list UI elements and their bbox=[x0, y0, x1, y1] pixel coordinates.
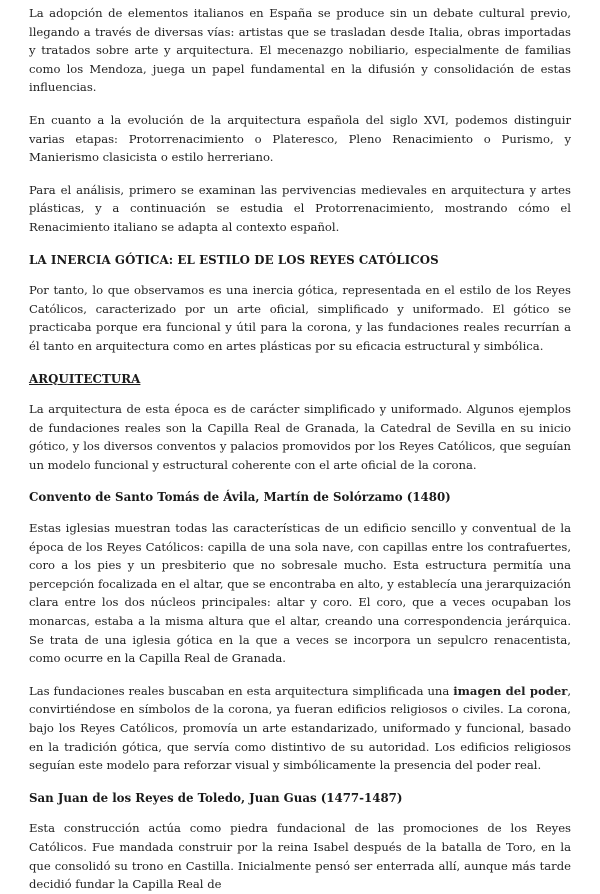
section-heading-inercia-gotica: LA INERCIA GÓTICA: EL ESTILO DE LOS REYES CATÓLICOS bbox=[29, 252, 439, 267]
intro-paragraph-3: Para el análisis, primero se examinan las pervivencias medievales en arquitectura y artes plásticas, y a continuación se estudia el Protorrenacimiento, mostrando cómo el Renacimiento italiano se adapta al contexto español. bbox=[29, 182, 571, 234]
convento-paragraph-2-start: Las fundaciones reales buscaban en esta arquitectura simplificada una bbox=[29, 683, 454, 698]
san-juan-paragraph: Esta construcción actúa como piedra fundacional de las promociones de los Reyes Católicos. Fue mandada construir por la reina Isabel después de la batalla de Toro, en la que consolidó su trono en Castilla. Inicialmente pensó ser enterrada allí, aunque más tarde decidió fundar la Capilla Real de bbox=[29, 821, 571, 892]
intro-paragraph-1: La adopción de elementos italianos en España se produce sin un debate cultural previo, llegando a través de diversas vías: artistas que se trasladan desde Italia, obras importadas y tratados sobre arte y arquitectura. El mecenazgo nobiliario, especialmente de familias como los Mendoza, juega un papel fundamental en la difusión y consolidación de estas influencias. bbox=[29, 6, 571, 95]
section-heading-arquitectura: ARQUITECTURA bbox=[29, 371, 141, 386]
subheading-convento-santo-tomas: Convento de Santo Tomás de Ávila, Martín de Solórzamo (1480) bbox=[29, 490, 451, 505]
imagen-del-poder-emphasis: imagen del poder bbox=[453, 683, 568, 698]
convento-paragraph-1: Estas iglesias muestran todas las características de un edificio sencillo y conventual de la época de los Reyes Católicos: capilla de una sola nave, con capillas entre los contrafuertes, coro a los pies y un presbiterio que no sobresale mucho. Esta estructura permitía una percepción focalizada en el altar, que se encontraba en alto, y establecía una jerarquización clara entre los dos núcleos principales: altar y coro. El coro, que a veces ocupaban los monarcas, estaba a la misma altura que el altar, creando una correspondencia jerárquica. Se trata de una iglesia gótica en la que a veces se incorpora un sepulcro renacentista, como ocurre en la Capilla Real de Granada. bbox=[29, 521, 571, 666]
convento-paragraph-2 bbox=[29, 682, 571, 775]
subheading-san-juan-de-los-reyes: San Juan de los Reyes de Toledo, Juan Guas (1477-1487) bbox=[29, 790, 403, 805]
inercia-paragraph: Por tanto, lo que observamos es una inercia gótica, representada en el estilo de los Reyes Católicos, caracterizado por un arte oficial, simplificado y uniformado. El gótico se practicaba porque era funcional y útil para la corona, y las fundaciones reales recurrían a él tanto en arquitectura como en artes plásticas por su eficacia estructural y simbólica. bbox=[29, 283, 571, 353]
arquitectura-paragraph: La arquitectura de esta época es de carácter simplificado y uniformado. Algunos ejemplos de fundaciones reales son la Capilla Real de Granada, la Catedral de Sevilla en su inicio gótico, y los diversos conventos y palacios promovidos por los Reyes Católicos, que seguían un modelo funcional y estructural coherente con el arte oficial de la corona. bbox=[29, 402, 571, 472]
convento-paragraph-2-end: , convirtiéndose en símbolos de la corona, ya fueran edificios religiosos o civiles. La corona, bajo los Reyes Católicos, promovía un arte estandarizado, uniformado y funcional, basado en la tradición gótica, que servía como distintivo de su autoridad. Los edificios religiosos seguían este modelo para reforzar visual y simbólicamente la presencia del poder real. bbox=[29, 683, 571, 773]
intro-paragraph-2: En cuanto a la evolución de la arquitectura española del siglo XVI, podemos distinguir varias etapas: Protorrenacimiento o Plateresco, Pleno Renacimiento o Purismo, y Manierismo clasicista o estilo herreriano. bbox=[29, 112, 571, 165]
